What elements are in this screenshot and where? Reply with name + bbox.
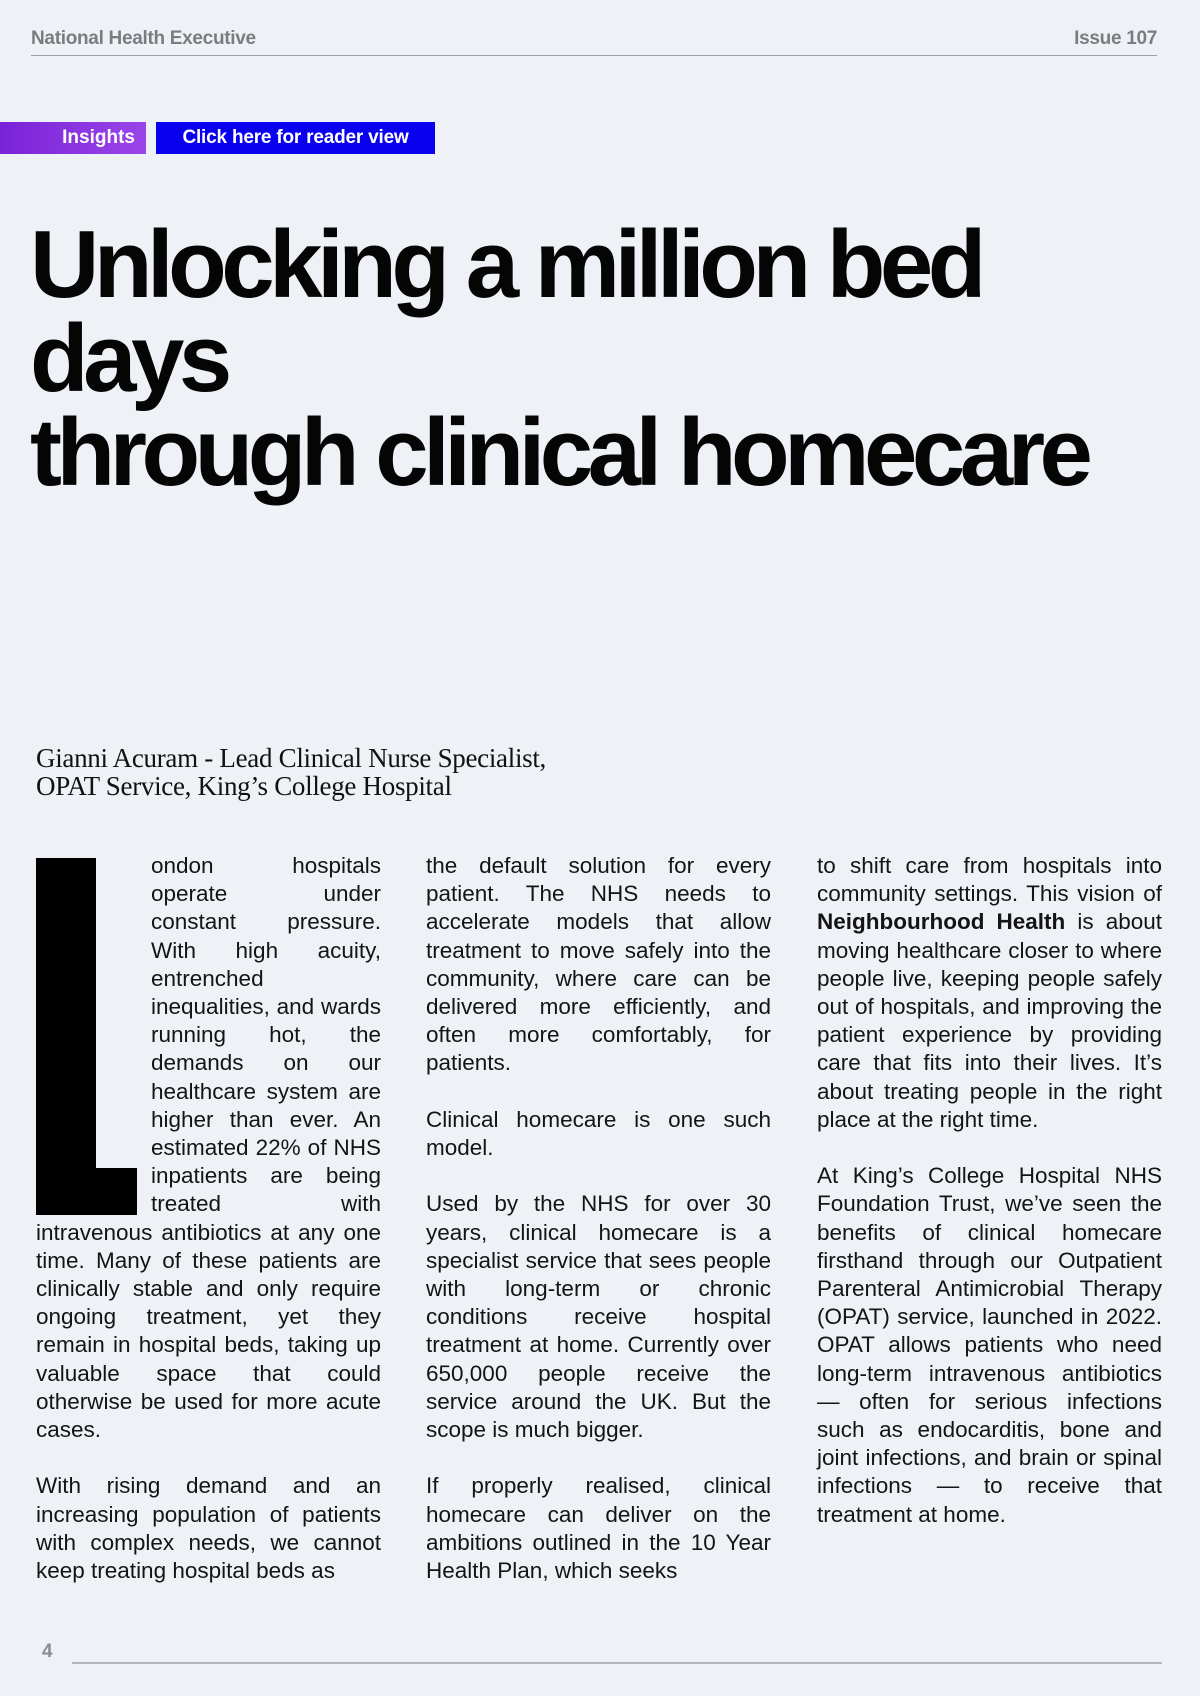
paragraph — [817, 852, 1162, 1134]
paragraph-text: is about moving healthcare closer to where people live, keeping people safely out of hospitals, and improving the patient experience by providing care that fits into their lives. It’s about treating people in the right place at the right time. — [817, 909, 1163, 1132]
paragraph: With rising demand and an increasing population of patients with complex needs, we cannot keep treating hospital beds as — [36, 1473, 381, 1584]
paragraph-text: ondon hospitals operate under constant pressure. With high acuity, entrenched inequalities, and wards running hot, the demands on our healthcare system are higher than ever. An estimated 22% of NHS inpatients are being treated with intravenous antibiotics at any one time. Many of these patients are clinically stable and only require ongoing treatment, yet they remain in hospital beds, taking up valuable space that could otherwise be used for more acute cases. — [36, 853, 381, 1443]
neighbourhood-health-term: Neighbourhood Health — [817, 909, 1066, 935]
dropcap-letter — [36, 858, 137, 1215]
reader-view-button[interactable]: Click here for reader view — [156, 122, 435, 154]
article-headline — [30, 211, 1180, 506]
article-column-2 — [426, 852, 771, 1613]
paragraph: If properly realised, clinical homecare can deliver on the ambitions outlined in the 10 Year Health Plan, which seeks — [426, 1473, 771, 1584]
page-number: 4 — [42, 1641, 53, 1662]
paragraph: Used by the NHS for over 30 years, clinical homecare is a specialist service that sees people with long-term or chronic conditions receive hospital treatment at home. Currently over 650,000 people receive the service around the UK. But the scope is much bigger. — [426, 1191, 771, 1443]
author-line-2: OPAT Service, King’s College Hospital — [36, 771, 452, 801]
article-column-3 — [817, 852, 1162, 1557]
category-tag: Insights — [0, 122, 146, 154]
paragraph: Clinical homecare is one such model. — [426, 1106, 771, 1161]
article-column-1 — [36, 852, 381, 1613]
headline-line-2: through clinical homecare — [30, 399, 1088, 506]
issue-number: Issue 107 — [1074, 28, 1157, 49]
footer-divider — [72, 1662, 1162, 1664]
headline-line-1: Unlocking a million bed days — [30, 211, 981, 412]
publication-name: National Health Executive — [31, 28, 256, 49]
author-line-1: Gianni Acuram - Lead Clinical Nurse Specialist, — [36, 743, 547, 773]
publication-header — [31, 24, 1157, 56]
paragraph: the default solution for every patient. The NHS needs to accelerate models that allow treatment to move safely into the community, where care can be delivered more efficiently, and often more comfortably, for patients. — [426, 853, 771, 1076]
paragraph-text: to shift care from hospitals into community settings. This vision of — [817, 853, 1162, 907]
paragraph — [36, 852, 381, 1444]
author-byline — [36, 744, 736, 800]
paragraph: At King’s College Hospital NHS Foundation Trust, we’ve seen the benefits of clinical homecare firsthand through our Outpatient Parenteral Antimicrobial Therapy (OPAT) service, launched in 2022. OPAT allows patients who need long-term intravenous antibiotics — often for serious infections such as endocarditis, bone and joint infections, and brain or spinal infections — to receive that treatment at home. — [817, 1163, 1162, 1527]
